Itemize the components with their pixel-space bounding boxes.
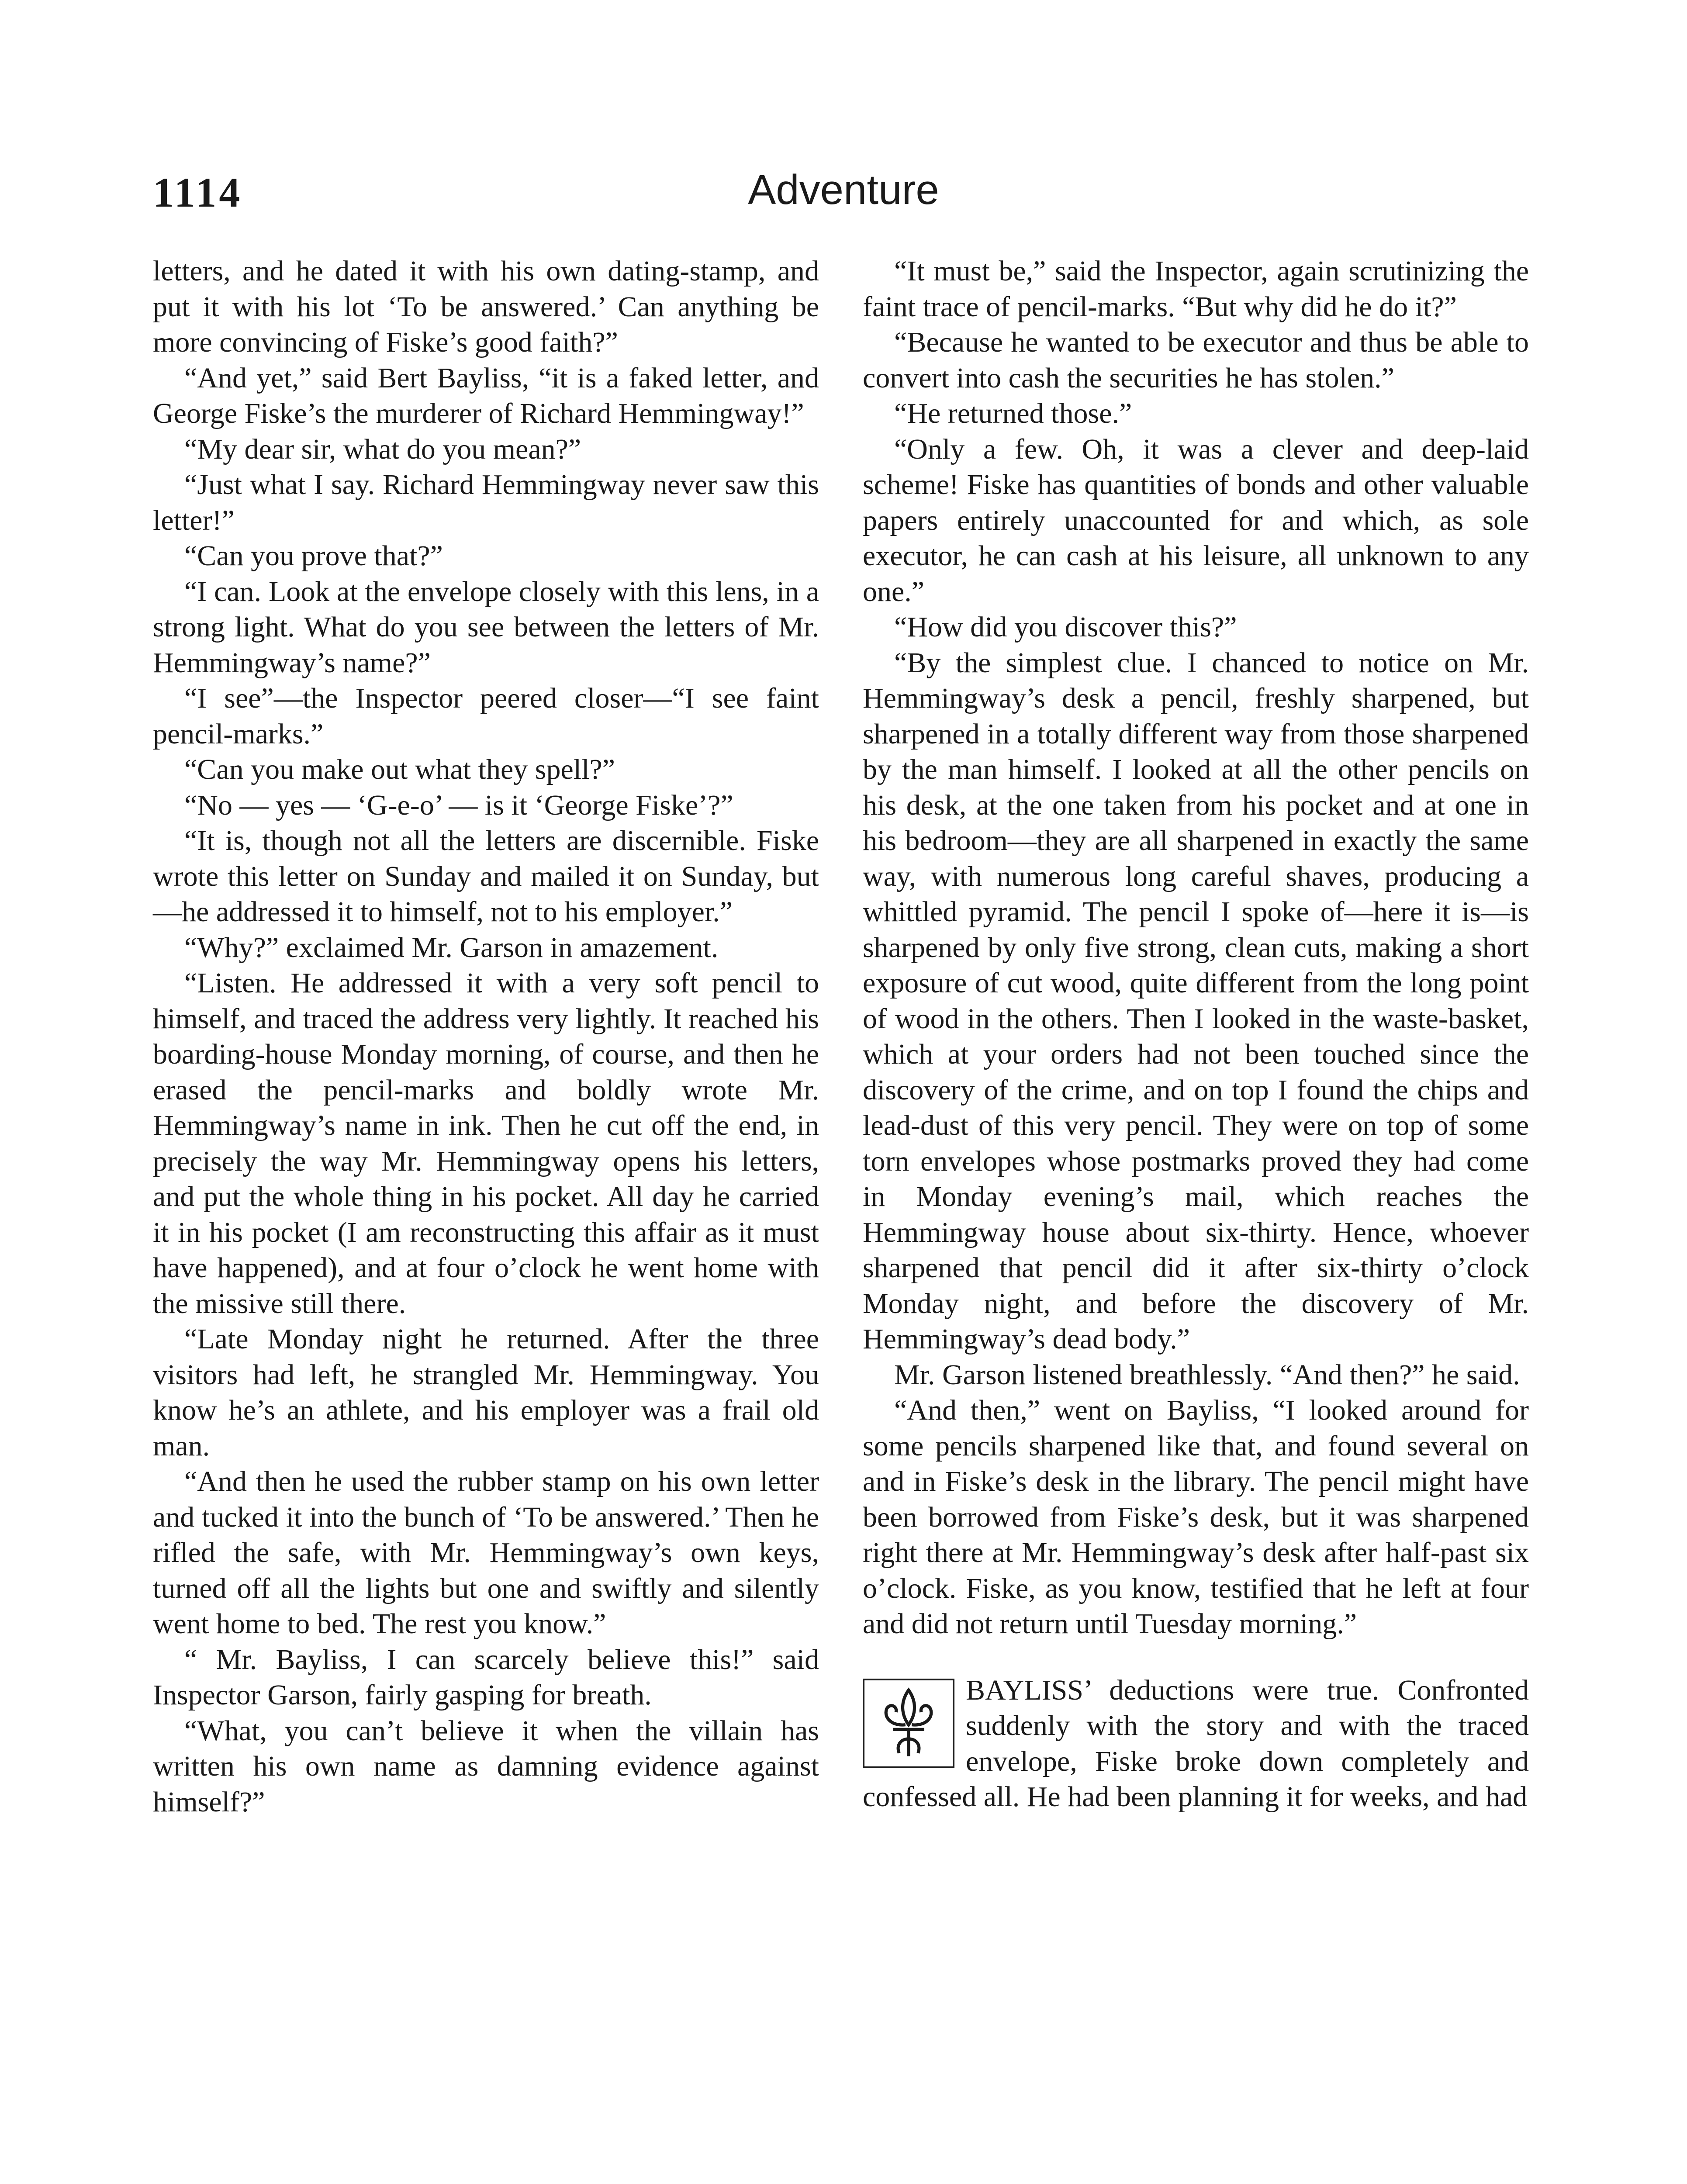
paragraph: “Can you make out what they spell?” [184, 753, 615, 785]
paragraph: “And then he used the rubber stamp on his own letter and tucked it into the bunch of ‘To be answered.’ Then he rifled the safe, with Mr. Hemmingway’s own keys, turned off all the lights but one and swiftly and silently went home to bed. The rest you know.” [153, 1465, 819, 1640]
paragraph: “Just what I say. Richard Hemmingway never saw this letter!” [153, 469, 819, 536]
paragraph: “What, you can’t believe it when the villain has written his own name as damning evidence against himself?” [153, 1714, 819, 1818]
paragraph: “It must be,” said the Inspector, again scrutinizing the faint trace of pencil-marks. “But why did he do it?” [863, 255, 1529, 323]
paragraph: “By the simplest clue. I chanced to notice on Mr. Hemmingway’s desk a pencil, freshly sharpened, but sharpened in a totally different way from those sharpened by the man himself. I looked at all the other pencils on his desk, at the one taken from his pocket and at one in his bedroom—they are all sharpened in exactly the same way, with numerous long careful shaves, producing a whittled pyramid. The pencil I spoke of—here it is—is sharpened by only five strong, clean cuts, making a short exposure of cut wood, quite different from the long point of wood in the others. Then I looked in the waste-basket, which at your orders had not been touched since the discovery of the crime, and on top I found the chips and lead-dust of this very pencil. They were on top of some torn envelopes whose postmarks proved they had come in Monday evening’s mail, which reaches the Hemmingway house about six-thirty. Hence, whoever sharpened that pencil did it after six-thirty o’clock Monday night, and before the discovery of Mr. Hemmingway’s dead body.” [863, 646, 1529, 1355]
paragraph: “And then,” went on Bayliss, “I looked around for some pencils sharpened like that, and found several on and in Fiske’s desk in the library. The pencil might have been borrowed from Fiske’s desk, but it was sharpened right there at Mr. Hemmingway’s desk after half-past six o’clock. Fiske, as you know, testified that he left at four and did not return until Tuesday morning.” [863, 1394, 1529, 1640]
paragraph: letters, and he dated it with his own dating-stamp, and put it with his lot ‘To be answered.’ Can anything be more convincing of Fiske’s good faith?” [153, 255, 819, 358]
paragraph: “Late Monday night he returned. After the three visitors had left, he strangled Mr. Hemmingway. You know he’s an athlete, and his employer was a frail old man. [153, 1323, 819, 1462]
right-column [863, 253, 1529, 1815]
running-head-title: Adventure [748, 166, 939, 213]
paragraph: “I see”—the Inspector peered closer—“I see faint pencil-marks.” [153, 682, 819, 750]
paragraph: “He returned those.” [894, 397, 1132, 429]
page-number: 1114 [153, 169, 243, 216]
section-break [863, 1673, 1529, 1815]
paragraph: “I can. Look at the envelope closely with this lens, in a strong light. What do you see between the letters of Mr. Hemmingway’s name?” [153, 575, 819, 679]
paragraph: “No — yes — ‘G-e-o’ — is it ‘George Fiske’?” [184, 789, 733, 821]
paragraph: “It is, though not all the letters are discernible. Fiske wrote this letter on Sunday and mailed it on Sunday, but—he addressed it to himself, not to his employer.” [153, 825, 819, 928]
paragraph: “ Mr. Bayliss, I can scarcely believe this!” said Inspector Garson, fairly gasping for breath. [153, 1643, 819, 1711]
paragraph: Mr. Garson listened breathlessly. “And then?” he said. [894, 1358, 1520, 1391]
fleur-de-lis-icon [863, 1679, 954, 1768]
paragraph: “Because he wanted to be executor and thus be able to convert into cash the securities he has stolen.” [863, 326, 1529, 394]
paragraph: “My dear sir, what do you mean?” [184, 433, 581, 465]
paragraph: “How did you discover this?” [894, 611, 1237, 643]
paragraph: “Can you prove that?” [184, 540, 443, 572]
paragraph: “And yet,” said Bert Bayliss, “it is a faked letter, and George Fiske’s the murderer of Richard Hemmingway!” [153, 362, 819, 429]
paragraph: “Why?” exclaimed Mr. Garson in amazement. [184, 931, 719, 964]
left-column [153, 253, 819, 1820]
paragraph: “Only a few. Oh, it was a clever and deep-laid scheme! Fiske has quantities of bonds and other valuable papers entirely unaccounted for and which, as sole executor, he can cash at his leisure, all unknown to any one.” [863, 433, 1529, 608]
closing-paragraph: BAYLISS’ deductions were true. Confronted suddenly with the story and with the traced envelope, Fiske broke down completely and confessed all. He had been planning it for weeks, and had [863, 1674, 1529, 1813]
paragraph: “Listen. He addressed it with a very soft pencil to himself, and traced the address very lightly. It reached his boarding-house Monday morning, of course, and then he erased the pencil-marks and boldly wrote Mr. Hemmingway’s name in ink. Then he cut off the end, in precisely the way Mr. Hemmingway opens his letters, and put the whole thing in his pocket. All day he carried it in his pocket (I am reconstructing this affair as it must have happened), and at four o’clock he went home with the missive still there. [153, 967, 819, 1320]
